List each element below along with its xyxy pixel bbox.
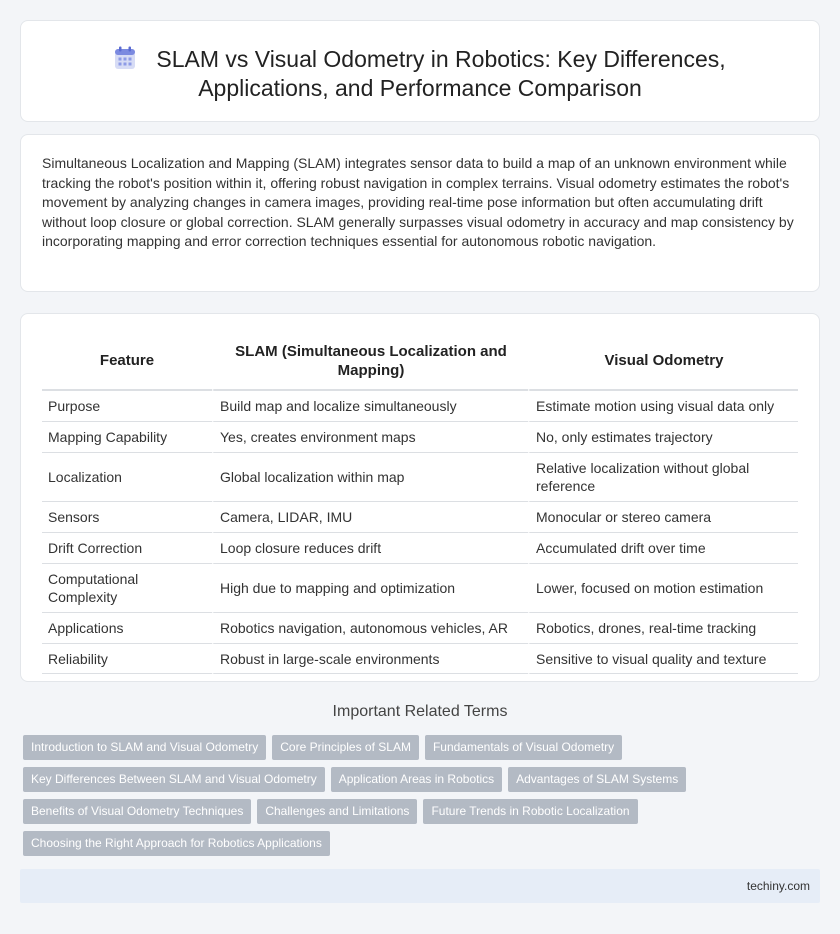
footer xyxy=(20,869,820,903)
table-cell-vo: Estimate motion using visual data only xyxy=(528,390,798,421)
tag-link[interactable]: Choosing the Right Approach for Robotics Applications xyxy=(23,831,330,856)
tag-row xyxy=(23,799,823,831)
table-row xyxy=(42,452,798,501)
table-cell-feature: Reliability xyxy=(42,643,212,674)
table-cell-slam: Global localization within map xyxy=(212,452,528,501)
table-cell-vo: Monocular or stereo camera xyxy=(528,501,798,532)
calendar-icon xyxy=(114,46,136,70)
tag-row xyxy=(23,831,823,863)
table-row xyxy=(42,563,798,612)
table-cell-slam: High due to mapping and optimization xyxy=(212,563,528,612)
table-cell-vo: Relative localization without global reference xyxy=(528,452,798,501)
table-header-row xyxy=(42,332,798,390)
tag-link[interactable]: Fundamentals of Visual Odometry xyxy=(425,735,622,760)
intro-card xyxy=(20,134,820,292)
table-cell-vo: Accumulated drift over time xyxy=(528,532,798,563)
table-cell-slam: Camera, LIDAR, IMU xyxy=(212,501,528,532)
table-cell-slam: Loop closure reduces drift xyxy=(212,532,528,563)
comparison-table xyxy=(42,332,798,674)
header-feature: Feature xyxy=(42,332,212,390)
table-cell-feature: Sensors xyxy=(42,501,212,532)
table-cell-slam: Build map and localize simultaneously xyxy=(212,390,528,421)
tag-link[interactable]: Core Principles of SLAM xyxy=(272,735,419,760)
tag-row xyxy=(23,735,823,767)
table-cell-vo: Lower, focused on motion estimation xyxy=(528,563,798,612)
tag-link[interactable]: Challenges and Limitations xyxy=(257,799,417,824)
table-row xyxy=(42,421,798,452)
table-row xyxy=(42,390,798,421)
table-cell-feature: Drift Correction xyxy=(42,532,212,563)
page-title xyxy=(21,45,819,103)
tag-link[interactable]: Advantages of SLAM Systems xyxy=(508,767,686,792)
table-row xyxy=(42,612,798,643)
table-cell-feature: Applications xyxy=(42,612,212,643)
table-cell-slam: Yes, creates environment maps xyxy=(212,421,528,452)
table-cell-vo: Sensitive to visual quality and texture xyxy=(528,643,798,674)
table-row xyxy=(42,643,798,674)
table-row xyxy=(42,532,798,563)
header-slam: SLAM (Simultaneous Localization and Mapping) xyxy=(212,332,528,390)
tag-row xyxy=(23,767,823,799)
intro-paragraph: Simultaneous Localization and Mapping (SLAM) integrates sensor data to build a map of an unknown environment while tracking the robot's position within it, offering robust navigation in complex terrains. Visual odometry estimates the robot's movement by analyzing changes in camera images, providing real-time pose information but often accumulating drift without loop closure or global correction. SLAM generally surpasses visual odometry in accuracy and map consistency by incorporating mapping and error correction techniques essential for autonomous robotic navigation. xyxy=(42,155,794,250)
related-terms-heading: Important Related Terms xyxy=(332,703,508,720)
title-line-2: Applications, and Performance Comparison xyxy=(198,75,642,101)
comparison-table-card xyxy=(20,313,820,682)
table-cell-feature: Mapping Capability xyxy=(42,421,212,452)
table-cell-feature: Computational Complexity xyxy=(42,563,212,612)
tag-link[interactable]: Benefits of Visual Odometry Techniques xyxy=(23,799,251,824)
tag-link[interactable]: Application Areas in Robotics xyxy=(331,767,502,792)
table-cell-vo: No, only estimates trajectory xyxy=(528,421,798,452)
tag-link[interactable]: Introduction to SLAM and Visual Odometry xyxy=(23,735,266,760)
tag-link[interactable]: Future Trends in Robotic Localization xyxy=(423,799,637,824)
title-line-1: SLAM vs Visual Odometry in Robotics: Key Differences, xyxy=(156,46,726,72)
table-cell-feature: Localization xyxy=(42,452,212,501)
header-visual-odometry: Visual Odometry xyxy=(528,332,798,390)
related-terms-list xyxy=(23,735,823,863)
title-card xyxy=(20,20,820,122)
table-cell-slam: Robust in large-scale environments xyxy=(212,643,528,674)
footer-site-link[interactable]: techiny.com xyxy=(746,879,810,893)
tag-link[interactable]: Key Differences Between SLAM and Visual Odometry xyxy=(23,767,325,792)
table-row xyxy=(42,501,798,532)
table-cell-slam: Robotics navigation, autonomous vehicles, AR xyxy=(212,612,528,643)
table-cell-vo: Robotics, drones, real-time tracking xyxy=(528,612,798,643)
table-cell-feature: Purpose xyxy=(42,390,212,421)
